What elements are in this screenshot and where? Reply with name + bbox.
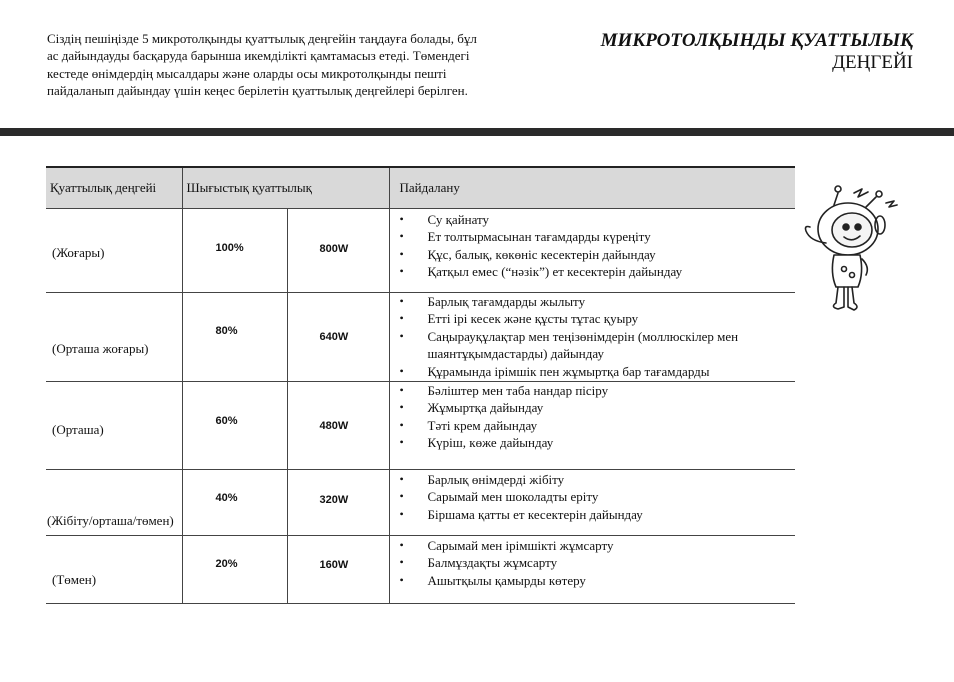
- mascot-arm-right: [862, 259, 867, 275]
- power-level-cell: (Жоғары): [46, 209, 182, 293]
- usage-cell: [389, 382, 795, 470]
- list-item: • Бәліштер мен таба нандар пісіру: [390, 382, 796, 399]
- list-item: • Балмұздақты жұмсарту: [390, 554, 796, 571]
- table-header-row: [46, 167, 795, 209]
- table-row: [46, 382, 795, 470]
- usage-list: [390, 293, 796, 380]
- power-level-cell: (Орташа): [46, 382, 182, 470]
- mascot-antenna-right: [866, 197, 876, 207]
- page-title: [601, 30, 913, 74]
- usage-list: [390, 382, 796, 452]
- power-level-cell: (Жібіту/орташа/төмен): [46, 470, 182, 536]
- mascot-leg-left: [833, 287, 844, 309]
- list-item: • Біршама қатты ет кесектерін дайындау: [390, 506, 796, 523]
- watts-cell: 160W: [287, 536, 389, 604]
- list-item: • Құрамында ірімшік пен жұмыртқа бар тағамдарды: [390, 363, 796, 380]
- header-usage: Пайдалану: [389, 167, 795, 209]
- title-line-1: МИКРОТОЛҚЫНДЫ ҚУАТТЫЛЫҚ: [600, 30, 913, 51]
- mascot-antenna-left: [834, 193, 838, 205]
- list-item: • Сарымай мен ірімшікті жұмсарту: [390, 537, 796, 554]
- header-output-power: Шығыстық қуаттылық: [182, 167, 389, 209]
- header-divider: [0, 128, 954, 136]
- list-item: • Ет толтырмасынан тағамдарды күреңіту: [390, 228, 796, 245]
- list-item: • Құс, балық, көкөніс кесектерін дайындау: [390, 246, 796, 263]
- percent-cell: 80%: [182, 293, 287, 382]
- percent-cell: 100%: [182, 209, 287, 293]
- list-item: • Қатқыл емес (“нәзік”) ет кесектерін дайындау: [390, 263, 796, 280]
- usage-cell: [389, 209, 795, 293]
- mascot-illustration: [800, 183, 904, 313]
- mascot-face: [832, 213, 872, 247]
- percent-cell: 40%: [182, 470, 287, 536]
- usage-list: [390, 211, 796, 281]
- list-item: • Саңырауқұлақтар мен теңізөнімдерін (моллюскілер мен шаянтұқымдастарды) дайындау: [390, 328, 796, 363]
- list-item: • Тәті крем дайындау: [390, 417, 796, 434]
- table-row: [46, 209, 795, 293]
- title-line-2: ДЕҢГЕЙІ: [832, 52, 913, 73]
- percent-cell: 60%: [182, 382, 287, 470]
- mascot-antenna-ball-right: [876, 191, 882, 197]
- usage-cell: [389, 470, 795, 536]
- table-row: [46, 470, 795, 536]
- mascot-antenna-ball-left: [835, 186, 841, 192]
- power-level-table: [46, 166, 795, 604]
- watts-cell: 320W: [287, 470, 389, 536]
- mascot-eye-right: [855, 224, 861, 230]
- mascot-spark-icon: [854, 189, 868, 197]
- header-power-level: Қуаттылық деңгейі: [46, 167, 182, 209]
- list-item: • Жұмыртқа дайындау: [390, 399, 796, 416]
- table-row: [46, 536, 795, 604]
- list-item: • Барлық тағамдарды жылыту: [390, 293, 796, 310]
- watts-cell: 800W: [287, 209, 389, 293]
- list-item: • Ашытқылы қамырды көтеру: [390, 572, 796, 589]
- percent-cell: 20%: [182, 536, 287, 604]
- power-level-cell: (Төмен): [46, 536, 182, 604]
- mascot-leg-right: [848, 287, 857, 310]
- usage-list: [390, 537, 796, 589]
- power-level-cell: (Орташа жоғары): [46, 293, 182, 382]
- list-item: • Барлық өнімдерді жібіту: [390, 471, 796, 488]
- usage-cell: [389, 293, 795, 382]
- table-row: [46, 293, 795, 382]
- list-item: • Күріш, көже дайындау: [390, 434, 796, 451]
- mascot-spark-icon-2: [886, 201, 897, 207]
- watts-cell: 640W: [287, 293, 389, 382]
- watts-cell: 480W: [287, 382, 389, 470]
- usage-list: [390, 471, 796, 523]
- mascot-eye-left: [843, 224, 849, 230]
- list-item: • Етті ірі кесек және құсты тұтас қуыру: [390, 310, 796, 327]
- usage-cell: [389, 536, 795, 604]
- intro-paragraph: Сіздің пешіңізде 5 микротолқынды қуаттылық деңгейін таңдауға болады, бұл ас дайындауды басқаруда барынша икемділікті қамтамасыз етеді. Төмендегі кестеде өнімдердің мысалдары және оларды осы микротолқынды пешті пайдаланып дайындау үшін кеңес берілетін қуаттылық деңгейлері берілген.: [47, 31, 477, 98]
- mascot-body: [832, 255, 861, 287]
- list-item: • Сарымай мен шоколадты еріту: [390, 488, 796, 505]
- list-item: • Су қайнату: [390, 211, 796, 228]
